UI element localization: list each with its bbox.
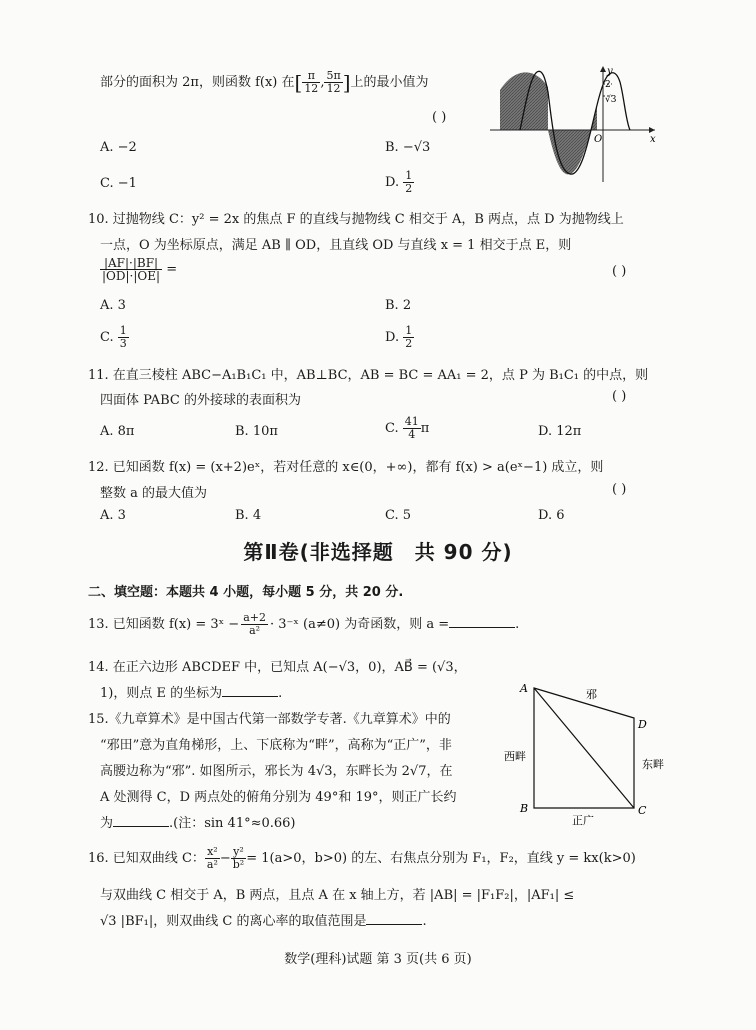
q11-option-c: C. $\frac{41}{4}$ π — [385, 415, 430, 441]
q9-origin-label: O — [594, 134, 603, 145]
q13-stem: 13. 已知函数 f(x) = 3ˣ − $\frac{a+2}{\text{a²}}$ · 3⁻ˣ (a≠0) 为奇函数，则 a = . — [88, 611, 520, 637]
q9-sine-graph — [490, 62, 660, 184]
q15-label-dongpan: 东畔 — [642, 758, 664, 771]
q12-option-c: C. 5 — [385, 508, 412, 523]
q15-label-d: D — [638, 718, 647, 731]
q15-label-a: A — [520, 682, 528, 695]
q15-line4: A 处测得 C，D 两点处的俯角分别为 49°和 19°，则正广长约 — [100, 790, 457, 805]
section2-heading: 二、填空题：本题共 4 小题，每小题 5 分，共 20 分. — [88, 585, 404, 600]
page-footer: 数学(理科)试题 第 3 页(共 6 页) — [284, 952, 472, 967]
q11-line1: 11. 在直三棱柱 ABC−A₁B₁C₁ 中，AB⊥BC，AB = BC = AA₁ = 2，点 P 为 B₁C₁ 的中点，则 — [88, 368, 649, 383]
q15-trapezoid-figure — [500, 678, 690, 830]
q15-line1: 15.《九章算术》是中国古代第一部数学专著.《九章算术》中的 — [88, 712, 451, 727]
q16-line2: 与双曲线 C 相交于 A，B 两点，且点 A 在 x 轴上方，若 |AB| = |F₁F₂|，|AF₁| ≤ — [100, 888, 575, 903]
q15-label-c: C — [638, 804, 647, 817]
q11-option-b: B. 10π — [235, 424, 278, 439]
q10-option-a: A. 3 — [100, 298, 126, 313]
q10-option-b: B. 2 — [385, 298, 412, 313]
q14-answer-blank — [222, 696, 278, 697]
q9-option-b: B. −√3 — [385, 140, 431, 155]
q15-label-b: B — [520, 802, 529, 815]
q15-line3: 高腰边称为“邪”. 如图所示，邪长为 4√3，东畔长为 2√7，在 — [100, 764, 453, 779]
q11-option-a: A. 8π — [100, 424, 135, 439]
q15-line2: “邪田”意为直角梯形，上、下底称为“畔”，高称为“正广”，非 — [100, 738, 452, 753]
q15-answer-blank — [113, 826, 169, 827]
q10-fraction: $\frac{|AF|\cdot|BF|}{|OD|\cdot|OE|}$ = — [102, 256, 178, 283]
q9-stem: 部分的面积为 2π，则函数 f(x) 在[ $\frac{\pi}{12}$ , $\frac{5\pi}{12}$ ]上的最小值为 — [100, 69, 429, 95]
q11-line2: 四面体 PABC 的外接球的表面积为 — [100, 393, 301, 408]
q10-option-c: C. $\frac{1}{3}$ — [100, 324, 127, 350]
q9-tick-2: 2 — [605, 80, 611, 90]
q9-option-c: C. −1 — [100, 176, 137, 191]
q9-stem-text-a: 部分的面积为 2π，则函数 f(x) 在 — [100, 75, 295, 90]
q12-answer-paren: ( ) — [612, 482, 627, 497]
q12-line2: 整数 a 的最大值为 — [100, 486, 208, 501]
q15-line5: 为 .(注：sin 41°≈0.66) — [100, 816, 296, 831]
q14-line1: 14. 在正六边形 ABCDEF 中，已知点 A(−√3，0)，AB⃗ = (√3， — [88, 660, 467, 675]
q9-shaded-area — [500, 72, 548, 130]
q9-x-label: x — [650, 134, 656, 145]
q13-answer-blank — [449, 627, 515, 628]
q12-line1: 12. 已知函数 f(x) = (x+2)eˣ，若对任意的 x∈(0，+∞)，都有 f(x) > a(eˣ−1) 成立，则 — [88, 460, 604, 475]
q11-option-d: D. 12π — [538, 424, 582, 439]
q9-interval-frac1: $\frac{\pi}{12}$ — [304, 69, 319, 95]
q14-line2: 1)，则点 E 的坐标为 . — [100, 686, 283, 701]
q16-answer-blank — [366, 924, 422, 925]
q15-label-xie: 邪 — [586, 688, 597, 701]
q15-diagonal-ac — [534, 688, 634, 808]
q15-label-zhengguang: 正广 — [572, 814, 594, 827]
q12-option-b: B. 4 — [235, 508, 262, 523]
q9-tick-sqrt3: √3 — [605, 95, 617, 105]
q12-option-d: D. 6 — [538, 508, 565, 523]
q9-option-d: D. $\frac{1}{2}$ — [385, 169, 413, 195]
q9-stem-text-b: 上的最小值为 — [350, 75, 429, 90]
q12-option-a: A. 3 — [100, 508, 126, 523]
q10-answer-paren: ( ) — [612, 264, 627, 279]
q9-answer-paren: ( ) — [432, 110, 447, 125]
q10-option-d: D. $\frac{1}{2}$ — [385, 324, 413, 350]
q9-y-label: y — [607, 66, 613, 77]
q9-interval-frac2: $\frac{5\pi}{12}$ — [326, 69, 341, 95]
q10-line2: 一点，O 为坐标原点，满足 AB ∥ OD，且直线 OD 与直线 x = 1 相交于点 E，则 — [100, 238, 572, 253]
q11-answer-paren: ( ) — [612, 389, 627, 404]
q10-line1: 10. 过抛物线 C：y² = 2x 的焦点 F 的直线与抛物线 C 相交于 A，B 两点，点 D 为抛物线上 — [88, 212, 624, 227]
q15-label-xipan: 西畔 — [504, 750, 526, 763]
part2-title: 第Ⅱ卷(非选择题 共 90 分) — [243, 540, 513, 564]
q16-line3: √3 |BF₁|，则双曲线 C 的离心率的取值范围是 . — [100, 914, 427, 929]
q16-line1: 16. 已知双曲线 C： $\frac{\text{x²}}{\text{a²}}$ − $\frac{\text{y²}}{\text{b²}}$ = 1(a>0，b>0) 的左、右焦点分别为 F₁，F₂，直线 y = kx(k>0) — [88, 845, 636, 871]
q9-option-a: A. −2 — [100, 140, 137, 155]
